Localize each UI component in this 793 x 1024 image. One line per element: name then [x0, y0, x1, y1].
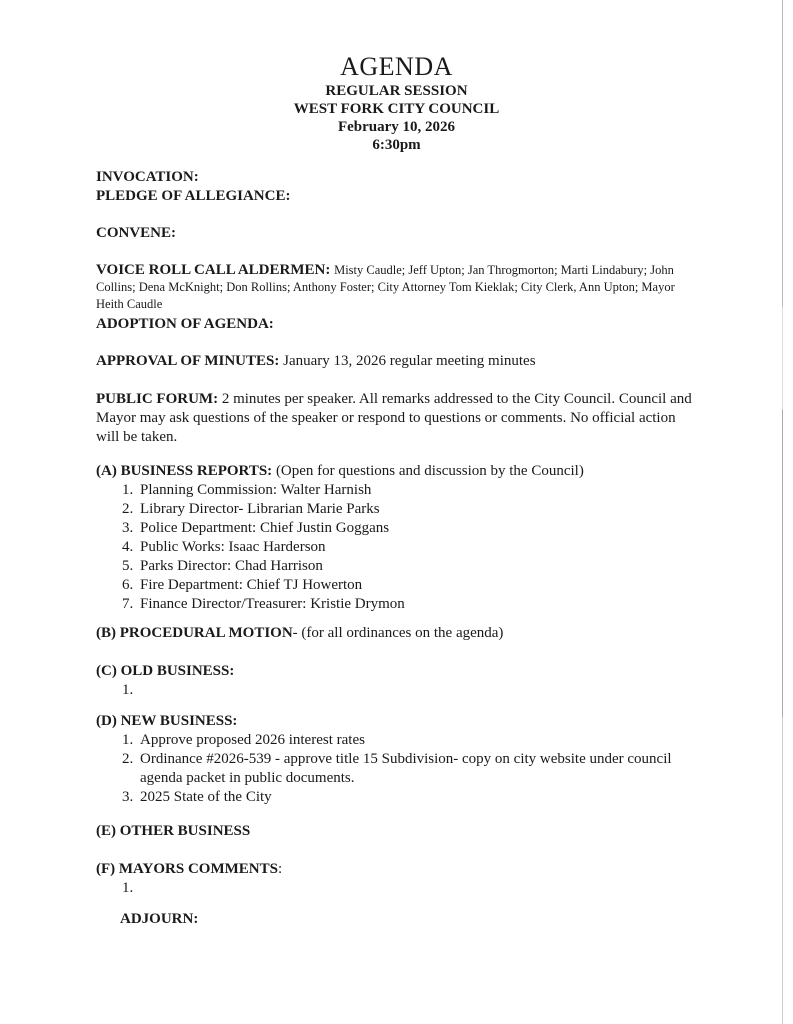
mayors-comments-colon: :: [277, 861, 283, 877]
list-item: [122, 481, 696, 500]
meeting-date: February 10, 2026: [337, 119, 456, 135]
item-number: 7.: [122, 596, 134, 612]
item-text: Finance Director/Treasurer: Kristie Drymon: [140, 596, 405, 612]
approval-label: APPROVAL OF MINUTES:: [96, 353, 280, 369]
item-number: 1.: [122, 482, 134, 498]
item-number: 3.: [122, 520, 134, 536]
item-number: 6.: [122, 577, 134, 593]
public-forum-section: [96, 390, 696, 447]
list-item: [122, 500, 696, 519]
item-text: Police Department: Chief Justin Goggans: [140, 520, 390, 536]
item-text: Fire Department: Chief TJ Howerton: [140, 577, 363, 593]
agenda-title: AGENDA: [340, 52, 453, 81]
procedural-label: (B) PROCEDURAL MOTION: [96, 625, 293, 641]
item-text: Ordinance #2026-539 - approve title 15 Subdivision- copy on city website under council agenda packet in public documents.: [140, 751, 672, 786]
session-type: REGULAR SESSION: [325, 83, 468, 99]
item-text: Public Works: Isaac Harderson: [140, 539, 326, 555]
list-item: [122, 519, 696, 538]
item-number: 3.: [122, 789, 134, 805]
list-item: [122, 595, 696, 614]
approval-section: [96, 352, 696, 371]
business-reports-section: [96, 462, 696, 614]
pledge-heading: PLEDGE OF ALLEGIANCE:: [96, 188, 291, 204]
item-text: 2025 State of the City: [140, 789, 272, 805]
list-item: [122, 576, 696, 595]
item-text: Parks Director: Chad Harrison: [140, 558, 323, 574]
old-business-item: 1.: [122, 682, 134, 698]
list-item: [122, 538, 696, 557]
business-reports-list: [122, 481, 696, 614]
item-number: 2.: [122, 501, 134, 517]
roll-call-section: [96, 262, 696, 313]
old-business-heading: (C) OLD BUSINESS:: [96, 663, 235, 679]
roll-call-label: VOICE ROLL CALL ALDERMEN:: [96, 262, 331, 278]
meeting-time: 6:30pm: [372, 137, 421, 153]
invocation-heading: INVOCATION:: [96, 169, 199, 185]
adjourn-heading: ADJOURN:: [120, 911, 199, 927]
business-reports-note: (Open for questions and discussion by the Council): [275, 463, 584, 479]
new-business-list: [122, 731, 682, 807]
council-name: WEST FORK CITY COUNCIL: [293, 101, 500, 117]
item-number: 1.: [122, 732, 134, 748]
item-number: 2.: [122, 751, 134, 767]
list-item: [122, 557, 696, 576]
mayors-comments-section: [96, 860, 696, 898]
mayors-comments-label: (F) MAYORS COMMENTS: [96, 861, 278, 877]
mayors-comments-item: 1.: [122, 880, 134, 896]
new-business-section: [96, 712, 696, 807]
new-business-heading: (D) NEW BUSINESS:: [96, 713, 238, 729]
approval-text: January 13, 2026 regular meeting minutes: [283, 353, 536, 369]
item-number: 5.: [122, 558, 134, 574]
mayors-comments-heading: [96, 860, 696, 879]
other-business-heading: (E) OTHER BUSINESS: [96, 823, 251, 839]
roll-call-names: Misty Caudle; Jeff Upton; Jan Throgmorton; Marti Lindabury; John Collins; Dena McKnight; Don Rollins; Anthony Foster; City Attorney Tom Kieklak; City Clerk, Ann Upton; Mayor Heith Caudle: [96, 263, 675, 311]
convene-heading: CONVENE:: [96, 225, 177, 241]
public-forum-text: 2 minutes per speaker. All remarks addressed to the City Council. Council and Mayor may ask questions of the speaker or respond to questions or comments. No official action will be taken.: [96, 391, 692, 445]
business-reports-label: (A) BUSINESS REPORTS:: [96, 463, 273, 479]
old-business-section: [96, 662, 696, 700]
list-item: [122, 750, 682, 788]
business-reports-heading: [96, 462, 696, 481]
procedural-section: [96, 624, 696, 643]
item-text: Planning Commission: Walter Harnish: [140, 482, 372, 498]
adoption-heading: ADOPTION OF AGENDA:: [96, 316, 274, 332]
list-item: [122, 731, 682, 750]
item-number: 4.: [122, 539, 134, 555]
item-text: Library Director- Librarian Marie Parks: [140, 501, 380, 517]
agenda-header: [0, 52, 793, 154]
public-forum-label: PUBLIC FORUM:: [96, 391, 219, 407]
item-text: Approve proposed 2026 interest rates: [140, 732, 365, 748]
procedural-text: - (for all ordinances on the agenda): [292, 625, 504, 641]
list-item: [122, 788, 682, 807]
